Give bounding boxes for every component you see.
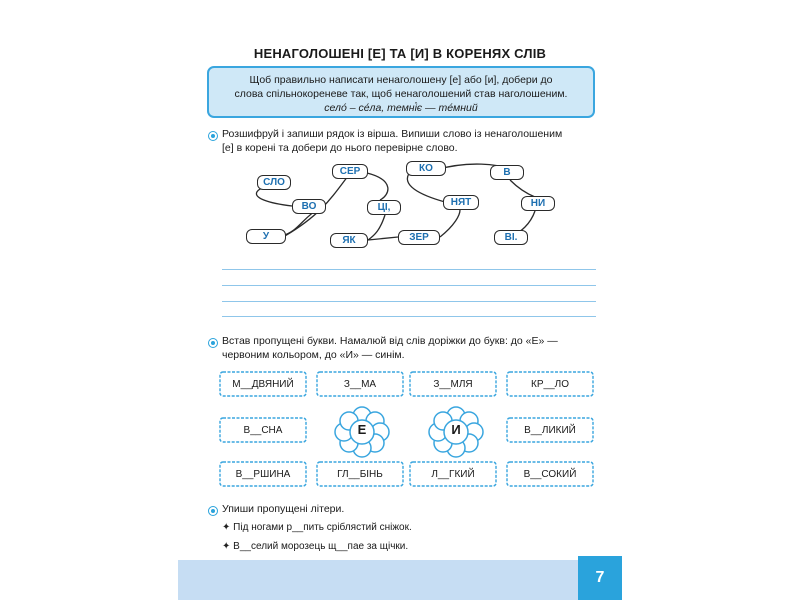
rule-example: село́ – се́ла, темні́є — те́мний (324, 102, 478, 114)
task2-line-1: Встав пропущені букви. Намалюй від слів доріжки до букв: до «Е» — (222, 335, 558, 347)
task1-line-2: [е] в корені та добери до нього перевірне слово. (222, 142, 458, 154)
syllable-box: НЯТ (443, 195, 479, 210)
syllable-box: СЕР (332, 164, 368, 179)
page-title: НЕНАГОЛОШЕНІ [Е] ТА [И] В КОРЕНЯХ СЛІВ (253, 46, 547, 61)
syllable-box: ВІ. (494, 230, 528, 245)
task3-intro: Упиши пропущені літери. (222, 503, 345, 515)
task3-item (222, 541, 408, 552)
bottom-band (178, 560, 622, 600)
syllable-box: У (246, 229, 286, 244)
four-point-star-icon: ✦ (222, 541, 231, 552)
letter-e[interactable]: Е (357, 422, 367, 437)
four-point-star-icon: ✦ (222, 522, 231, 533)
word-card[interactable]: Л__ГКИЙ (431, 468, 475, 480)
word-card[interactable]: М__ДВЯНИЙ (232, 378, 294, 390)
task2-line-2: червоним кольором, до «И» — синім. (222, 349, 405, 361)
syllable-box: ЗЕР (398, 230, 440, 245)
syllable-box: ЯК (330, 233, 368, 248)
task3-sentence: Під ногами р__пить сріблястий сніжок. (233, 522, 412, 533)
rule-line-1: Щоб правильно написати ненаголошену [е] або [и], добери до (249, 74, 553, 86)
word-card[interactable]: З__МА (343, 378, 377, 390)
page-number: 7 (578, 556, 622, 600)
syllable-box: ЦІ, (367, 200, 401, 215)
word-card[interactable]: В__СОКИЙ (523, 468, 577, 480)
task-bullet-icon (208, 506, 218, 516)
task3-sentence: В__селий морозець щ__пае за щічки. (233, 541, 409, 552)
syllable-box: НИ (521, 196, 555, 211)
word-card[interactable]: В__ЛИКИЙ (524, 424, 576, 436)
word-card[interactable]: З__МЛЯ (433, 378, 473, 390)
rule-line-2: слова спільнокореневе так, щоб ненаголошений став наголошеним. (234, 88, 568, 100)
word-card[interactable]: В__СНА (243, 424, 283, 436)
syllable-box: ВО (292, 199, 326, 214)
syllable-box: КО (406, 161, 446, 176)
syllable-box: В (490, 165, 524, 180)
word-card[interactable]: КР__ЛО (531, 378, 569, 390)
word-card[interactable]: ГЛ__БІНЬ (337, 468, 383, 480)
word-card[interactable]: В__РШИНА (235, 468, 291, 480)
syllable-box: СЛО (257, 175, 291, 190)
task1-line-1: Розшифруй і запиши рядок із вірша. Випиши слово із ненаголошеним (222, 128, 563, 140)
letter-y[interactable]: И (451, 422, 461, 437)
task3-item (222, 522, 412, 533)
